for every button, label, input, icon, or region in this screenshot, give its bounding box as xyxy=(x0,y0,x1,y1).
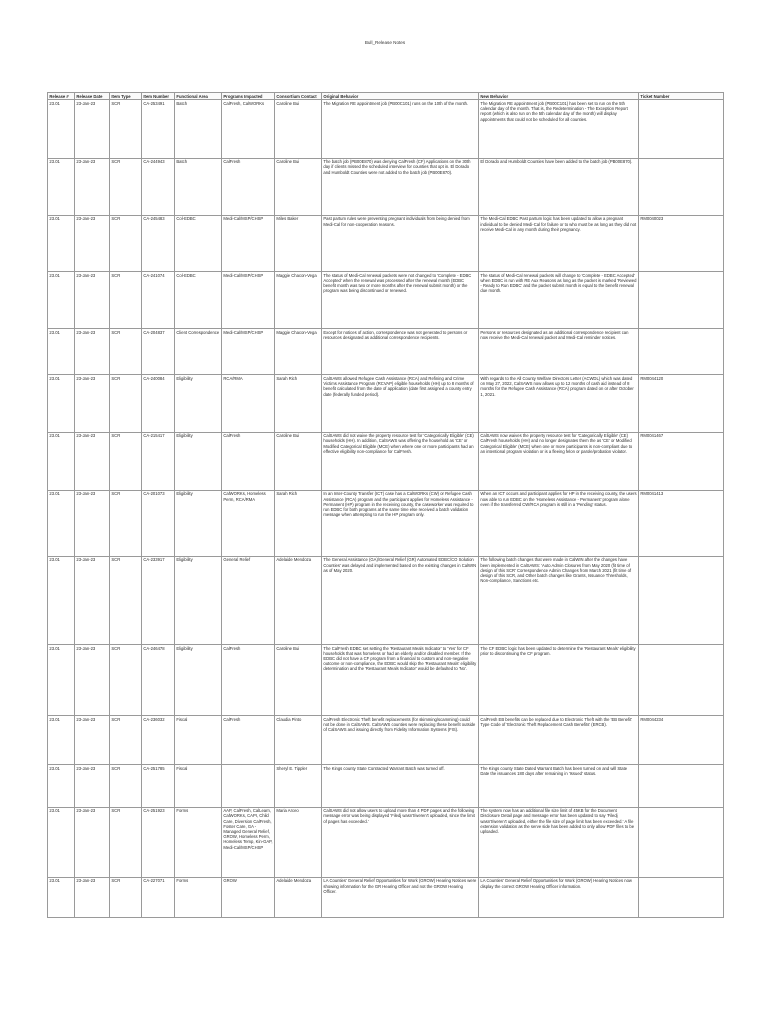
new-behavior-cell: El Dorado and Humboldt Counties have been added to the batch job (PB00E870). xyxy=(479,158,639,215)
table-row xyxy=(48,807,724,877)
table-row xyxy=(48,645,724,716)
release-cell: 23.01 xyxy=(48,490,75,556)
ticket-number-cell: RM0041467 xyxy=(639,432,724,490)
consortium-contact-cell: Sarah Rich xyxy=(275,375,322,432)
release-cell: 23.01 xyxy=(48,432,75,490)
ticket-number-cell xyxy=(639,158,724,215)
item-type-cell: SCR xyxy=(110,158,142,215)
consortium-contact-cell: Adelaide Mendoza xyxy=(275,877,322,917)
release-cell: 23.01 xyxy=(48,375,75,432)
new-behavior-cell: With regards to the All County Welfare Directors Letter (ACWDL) which was dated on May 27, 2022, CalSAWS now allows up to 12 months of cash aid instead of 8 months for the Refugee Cash Assistance (RCA) program dated on or after October 1, 2021. xyxy=(479,375,639,432)
release-notes-table xyxy=(47,92,724,918)
item-number-cell: CA-245483 xyxy=(142,215,175,271)
original-behavior-cell: The Kings county State Contracted Warrant Batch was turned off. xyxy=(322,765,479,807)
item-type-cell: SCR xyxy=(110,877,142,917)
new-behavior-cell: The Migration RE appointment job (PB00C101) has been set to run on the 5th calendar day of the month. That is, the Redetermination - The Exception Report report (which is also run on the 5th calendar day of the month) will display appointments that could not be scheduled for all counties. xyxy=(479,100,639,158)
release-cell: 23.01 xyxy=(48,716,75,765)
table-row xyxy=(48,375,724,432)
release-date-cell: 23-Jan-23 xyxy=(75,100,110,158)
column-header: Release Date xyxy=(75,93,110,100)
release-date-cell: 23-Jan-23 xyxy=(75,490,110,556)
original-behavior-cell: The CalFresh EDBC set setting the 'Restaurant Meals Indicator' to 'Yes' for CF households that was homeless or had an elderly and/or disabled member. If the EDBC did not have a CF program from a financial to custom and non-negative outcome or non-compliance, the EDBC would skip the 'Restaurant Meals' eligibility determination and the 'Restaurant Meals Indicator' would be defaulted to 'No'. xyxy=(322,645,479,716)
column-header: Release # xyxy=(48,93,75,100)
new-behavior-cell: The system now has an additional file size limit of 45KB for the Document Disclosure Detail page and message error has been updated to say 'Filedj wasn't/weren't uploaded, either the file size of page limit has been exceeded.' A file extension validation as the serve side has been added to only allow PDF files to be uploaded. xyxy=(479,807,639,877)
original-behavior-cell: CalFresh Electronic Theft benefit replacements (for skimming/scamming) could not be done in CalSAWS. CalSAWS counties were replacing these benefit outside of CalSAWS and issuing directly from Fidelity Information Systems (FIS). xyxy=(322,716,479,765)
programs-impacted-cell: GROW xyxy=(222,877,275,917)
ticket-number-cell xyxy=(639,100,724,158)
original-behavior-cell: Past partum rules were preventing pregnant individuals from being denied from Medi-Cal for non-cooperation reasons. xyxy=(322,215,479,271)
release-cell: 23.01 xyxy=(48,877,75,917)
consortium-contact-cell: Adelaide Mendoza xyxy=(275,556,322,644)
release-cell: 23.01 xyxy=(48,765,75,807)
column-header: Item Number xyxy=(142,93,175,100)
consortium-contact-cell: Caroline Bui xyxy=(275,100,322,158)
functional-area-cell: Eligibility xyxy=(175,432,222,490)
item-number-cell: CA-246478 xyxy=(142,645,175,716)
item-type-cell: SCR xyxy=(110,375,142,432)
functional-area-cell: Forms xyxy=(175,877,222,917)
item-type-cell: SCR xyxy=(110,215,142,271)
item-type-cell: SCR xyxy=(110,490,142,556)
new-behavior-cell: LA Counties' General Relief Opportunities for Work (GROW) Hearing Notices now display the correct GROW Hearing Officer information. xyxy=(479,877,639,917)
ticket-number-cell xyxy=(639,271,724,328)
item-type-cell: SCR xyxy=(110,432,142,490)
functional-area-cell: Batch xyxy=(175,158,222,215)
column-header: Item Type xyxy=(110,93,142,100)
consortium-contact-cell: Sarah Rich xyxy=(275,490,322,556)
consortium-contact-cell: Maggie Chacon-Vega xyxy=(275,271,322,328)
ticket-number-cell xyxy=(639,877,724,917)
functional-area-cell: Fiscal xyxy=(175,765,222,807)
release-date-cell: 23-Jan-23 xyxy=(75,329,110,375)
release-cell: 23.01 xyxy=(48,645,75,716)
table-row xyxy=(48,271,724,328)
release-cell: 23.01 xyxy=(48,329,75,375)
programs-impacted-cell: CalFresh xyxy=(222,158,275,215)
ticket-number-cell xyxy=(639,556,724,644)
item-type-cell: SCR xyxy=(110,807,142,877)
functional-area-cell: Eligibility xyxy=(175,645,222,716)
item-type-cell: SCR xyxy=(110,271,142,328)
new-behavior-cell: CalSAWS now waives the property resource test for 'Categorically Eligible' (CE) CalFresh households (HH) and no longer designates them the as 'CE' or Modified Categorical Eligible' (MCE) when one or more participants is non-compliant due to an intentional program violation or is a fleeing felon or parole/probation violator. xyxy=(479,432,639,490)
functional-area-cell: Forms xyxy=(175,807,222,877)
consortium-contact-cell: Maggie Chacon-Vega xyxy=(275,329,322,375)
release-date-cell: 23-Jan-23 xyxy=(75,158,110,215)
original-behavior-cell: CalSAWS did not waive the property resource test for 'Categorically Eligible' (CE) households (HH). In addition, CalSAWS was offering the household as 'CE' or Modified Categorical Eligible (MCE) when where one or more participants had an effective eligibility non-compliance for CalFresh. xyxy=(322,432,479,490)
item-type-cell: SCR xyxy=(110,100,142,158)
programs-impacted-cell: RCA/RMA xyxy=(222,375,275,432)
new-behavior-cell: The status of Medi-Cal renewal packets will change to 'Complete - EDBC Accepted' when EDBC is run with RE Aux Reasons as long as the packet is marked 'Reviewed - Ready to Run EDBC' and the packet submit month is equal to the benefit renewal due month. xyxy=(479,271,639,328)
programs-impacted-cell: Medi-Cal/MSP/CHSP xyxy=(222,271,275,328)
new-behavior-cell: When an ICT occurs and participant applies for HP in the receiving county, the users now able to run EDBC on the 'Homeless Assistance - Permanent' program alone even if the transferred CW/RCA program is still in a 'Pending' status. xyxy=(479,490,639,556)
item-type-cell: SCR xyxy=(110,716,142,765)
item-number-cell: CA-241074 xyxy=(142,271,175,328)
original-behavior-cell: CalSAWS did not allow users to upload more than 4 PDF pages and the following message error was being displayed 'Filedj wasn't/weren't uploaded, since the limit of pages has exceeded.' xyxy=(322,807,479,877)
original-behavior-cell: The status of Medi-Cal renewal packets were not changed to 'Complete - EDBC Accepted' when the renewal was processed after the renewal month (EDBC benefit month was two or more months after the renewal submit month) or the program was being discontinued or renewed. xyxy=(322,271,479,328)
table-body xyxy=(48,100,724,918)
table-header-row xyxy=(48,93,724,100)
programs-impacted-cell: CalFresh xyxy=(222,716,275,765)
original-behavior-cell: The Migration RE appointment job (PB00C101) runs on the 10th of the month. xyxy=(322,100,479,158)
consortium-contact-cell: Sheryl E. Tippler xyxy=(275,765,322,807)
consortium-contact-cell: Claudia Pinto xyxy=(275,716,322,765)
consortium-contact-cell: Caroline Bui xyxy=(275,645,322,716)
release-cell: 23.01 xyxy=(48,556,75,644)
ticket-number-cell: RM0040023 xyxy=(639,215,724,271)
item-number-cell: CA-204837 xyxy=(142,329,175,375)
item-type-cell: SCR xyxy=(110,645,142,716)
new-behavior-cell: Persons or resources designated as an additional correspondence recipient can now receive the Medi-Cal renewal packet and Medi-Cal reminder notices. xyxy=(479,329,639,375)
programs-impacted-cell: Medi-Cal/MSP/CHSP xyxy=(222,329,275,375)
table-row xyxy=(48,100,724,158)
functional-area-cell: Col-EDBC xyxy=(175,215,222,271)
release-date-cell: 23-Jan-23 xyxy=(75,645,110,716)
page-title: Bull_Release Notes xyxy=(364,40,406,45)
functional-area-cell: Col-EDBC xyxy=(175,271,222,328)
original-behavior-cell: Except for notices of action, correspondence was not generated to persons or resources designated as additional correspondence recipients. xyxy=(322,329,479,375)
new-behavior-cell: The Medi-Cal EDBC Past partum logic has been updated to allow a pregnant individual to be denied Medi-Cal for failure or to who must be as long as they did not receive Medi-Cal in any month during their pregnancy. xyxy=(479,215,639,271)
ticket-number-cell xyxy=(639,765,724,807)
programs-impacted-cell: CalFresh xyxy=(222,645,275,716)
column-header: Ticket Number xyxy=(639,93,724,100)
original-behavior-cell: LA Counties' General Relief Opportunities for Work (GROW) Hearing Notices were showing information for the GR Hearing Officer and not the GROW Hearing Officer. xyxy=(322,877,479,917)
functional-area-cell: Eligibility xyxy=(175,375,222,432)
release-cell: 23.01 xyxy=(48,100,75,158)
table-row xyxy=(48,716,724,765)
release-date-cell: 23-Jan-23 xyxy=(75,716,110,765)
new-behavior-cell: CalFresh EB benefits can be replaced due to Electronic Theft with the 'EB Benefit' Type Code of 'Electronic Theft Replacement Cash Benefits' (ERCB). xyxy=(479,716,639,765)
release-date-cell: 23-Jan-23 xyxy=(75,271,110,328)
functional-area-cell: Eligibility xyxy=(175,556,222,644)
release-date-cell: 23-Jan-23 xyxy=(75,877,110,917)
new-behavior-cell: The following batch changes that were made in CalWIN after the changes have been implemented in CalSAWS: 'Auto Admin Closures from May 2020 (fit time of design of this SCR' Correspondence Admin Changes from March 2021 (fit time of design of this SCR, and Other batch changes like Grants, Issuance Thresholds, Non-compliance, Sanctions etc. xyxy=(479,556,639,644)
item-number-cell: CA-253491 xyxy=(142,100,175,158)
release-date-cell: 23-Jan-23 xyxy=(75,375,110,432)
item-type-cell: SCR xyxy=(110,329,142,375)
item-number-cell: CA-251923 xyxy=(142,807,175,877)
release-date-cell: 23-Jan-23 xyxy=(75,765,110,807)
item-type-cell: SCR xyxy=(110,765,142,807)
ticket-number-cell xyxy=(639,807,724,877)
table-row xyxy=(48,877,724,917)
release-cell: 23.01 xyxy=(48,271,75,328)
consortium-contact-cell: Caroline Bui xyxy=(275,158,322,215)
column-header: Consortium Contact xyxy=(275,93,322,100)
original-behavior-cell: CalSAWS allowed Refugee Cash Assistance (RCA) and Refining and Crime Victims Assistance Program (RCVAP) eligible households (HH) up to 8 months of benefit calculated from the date of application (date first assigned a county entry date (federally funded period). xyxy=(322,375,479,432)
original-behavior-cell: In an Inter-County Transfer (ICT) case has a CalWORKs (CW) or Refugee Cash Assistance (RCA) program and the participant applies for Homeless Assistance - Permanent (HP) program in the receiving county, the caseworker was required to run EDBC for both programs at the same time else received a batch validation message when attempting to run the HP program only. xyxy=(322,490,479,556)
column-header: Programs Impacted xyxy=(222,93,275,100)
table-row xyxy=(48,432,724,490)
programs-impacted-cell xyxy=(222,765,275,807)
table-row xyxy=(48,490,724,556)
release-cell: 23.01 xyxy=(48,215,75,271)
functional-area-cell: Fiscal xyxy=(175,716,222,765)
programs-impacted-cell: AAP, CalFresh, CalLearn, CalWORKs, CAPI, Child Care, Diversion CalFresh, Foster Care, GA - Managed General Relief, GROW, Homeless Perm, Homeless Temp, Kin-GAP, Medi-Cal/MSP/CHSP xyxy=(222,807,275,877)
table-row xyxy=(48,556,724,644)
new-behavior-cell: The Kings county State Dated Warrant Batch has been turned on and will State Date the issuances 180 days after remaining in 'Issued' status. xyxy=(479,765,639,807)
item-number-cell: CA-251785 xyxy=(142,765,175,807)
ticket-number-cell: RM0044120 xyxy=(639,375,724,432)
consortium-contact-cell: Maria Arceo xyxy=(275,807,322,877)
release-cell: 23.01 xyxy=(48,807,75,877)
programs-impacted-cell: CalFresh, CalWORKs xyxy=(222,100,275,158)
item-number-cell: CA-240084 xyxy=(142,375,175,432)
programs-impacted-cell: CalWORKs, Homeless Perm, RCA/RMA xyxy=(222,490,275,556)
new-behavior-cell: The CF EDBC logic has been updated to determine the 'Restaurant Meals' eligibility prior to discontinuing the CF program. xyxy=(479,645,639,716)
item-number-cell: CA-227071 xyxy=(142,877,175,917)
release-date-cell: 23-Jan-23 xyxy=(75,215,110,271)
programs-impacted-cell: CalFresh xyxy=(222,432,275,490)
original-behavior-cell: The batch job (PB00E870) was denying CalFresh (CF) Applications on the 30th day if clients missed the scheduled interview for counties that opt in. El Dorado and Humboldt Counties were not added to the batch job (PB00E870). xyxy=(322,158,479,215)
item-number-cell: CA-236032 xyxy=(142,716,175,765)
consortium-contact-cell: Miles Baker xyxy=(275,215,322,271)
ticket-number-cell: RM0041413 xyxy=(639,490,724,556)
table-row xyxy=(48,329,724,375)
item-number-cell: CA-201073 xyxy=(142,490,175,556)
column-header: New Behavior xyxy=(479,93,639,100)
column-header: Original Behavior xyxy=(322,93,479,100)
ticket-number-cell xyxy=(639,645,724,716)
functional-area-cell: Batch xyxy=(175,100,222,158)
consortium-contact-cell: Caroline Bui xyxy=(275,432,322,490)
table-row xyxy=(48,765,724,807)
ticket-number-cell: RM0044234 xyxy=(639,716,724,765)
item-number-cell: CA-233917 xyxy=(142,556,175,644)
original-behavior-cell: The General Assistance (GA)/General Relief (GR) Automated EDBC/CO Solution Counties' was delayed and implemented based on the existing changes in CalWIN as of May 2020. xyxy=(322,556,479,644)
programs-impacted-cell: Medi-Cal/MSP/CHSP xyxy=(222,215,275,271)
table-row xyxy=(48,215,724,271)
column-header: Functional Area xyxy=(175,93,222,100)
programs-impacted-cell: General Relief xyxy=(222,556,275,644)
functional-area-cell: Eligibility xyxy=(175,490,222,556)
release-date-cell: 23-Jan-23 xyxy=(75,432,110,490)
release-date-cell: 23-Jan-23 xyxy=(75,807,110,877)
item-type-cell: SCR xyxy=(110,556,142,644)
item-number-cell: CA-244943 xyxy=(142,158,175,215)
release-date-cell: 23-Jan-23 xyxy=(75,556,110,644)
item-number-cell: CA-215417 xyxy=(142,432,175,490)
table-row xyxy=(48,158,724,215)
ticket-number-cell xyxy=(639,329,724,375)
release-cell: 23.01 xyxy=(48,158,75,215)
functional-area-cell: Client Correspondence xyxy=(175,329,222,375)
